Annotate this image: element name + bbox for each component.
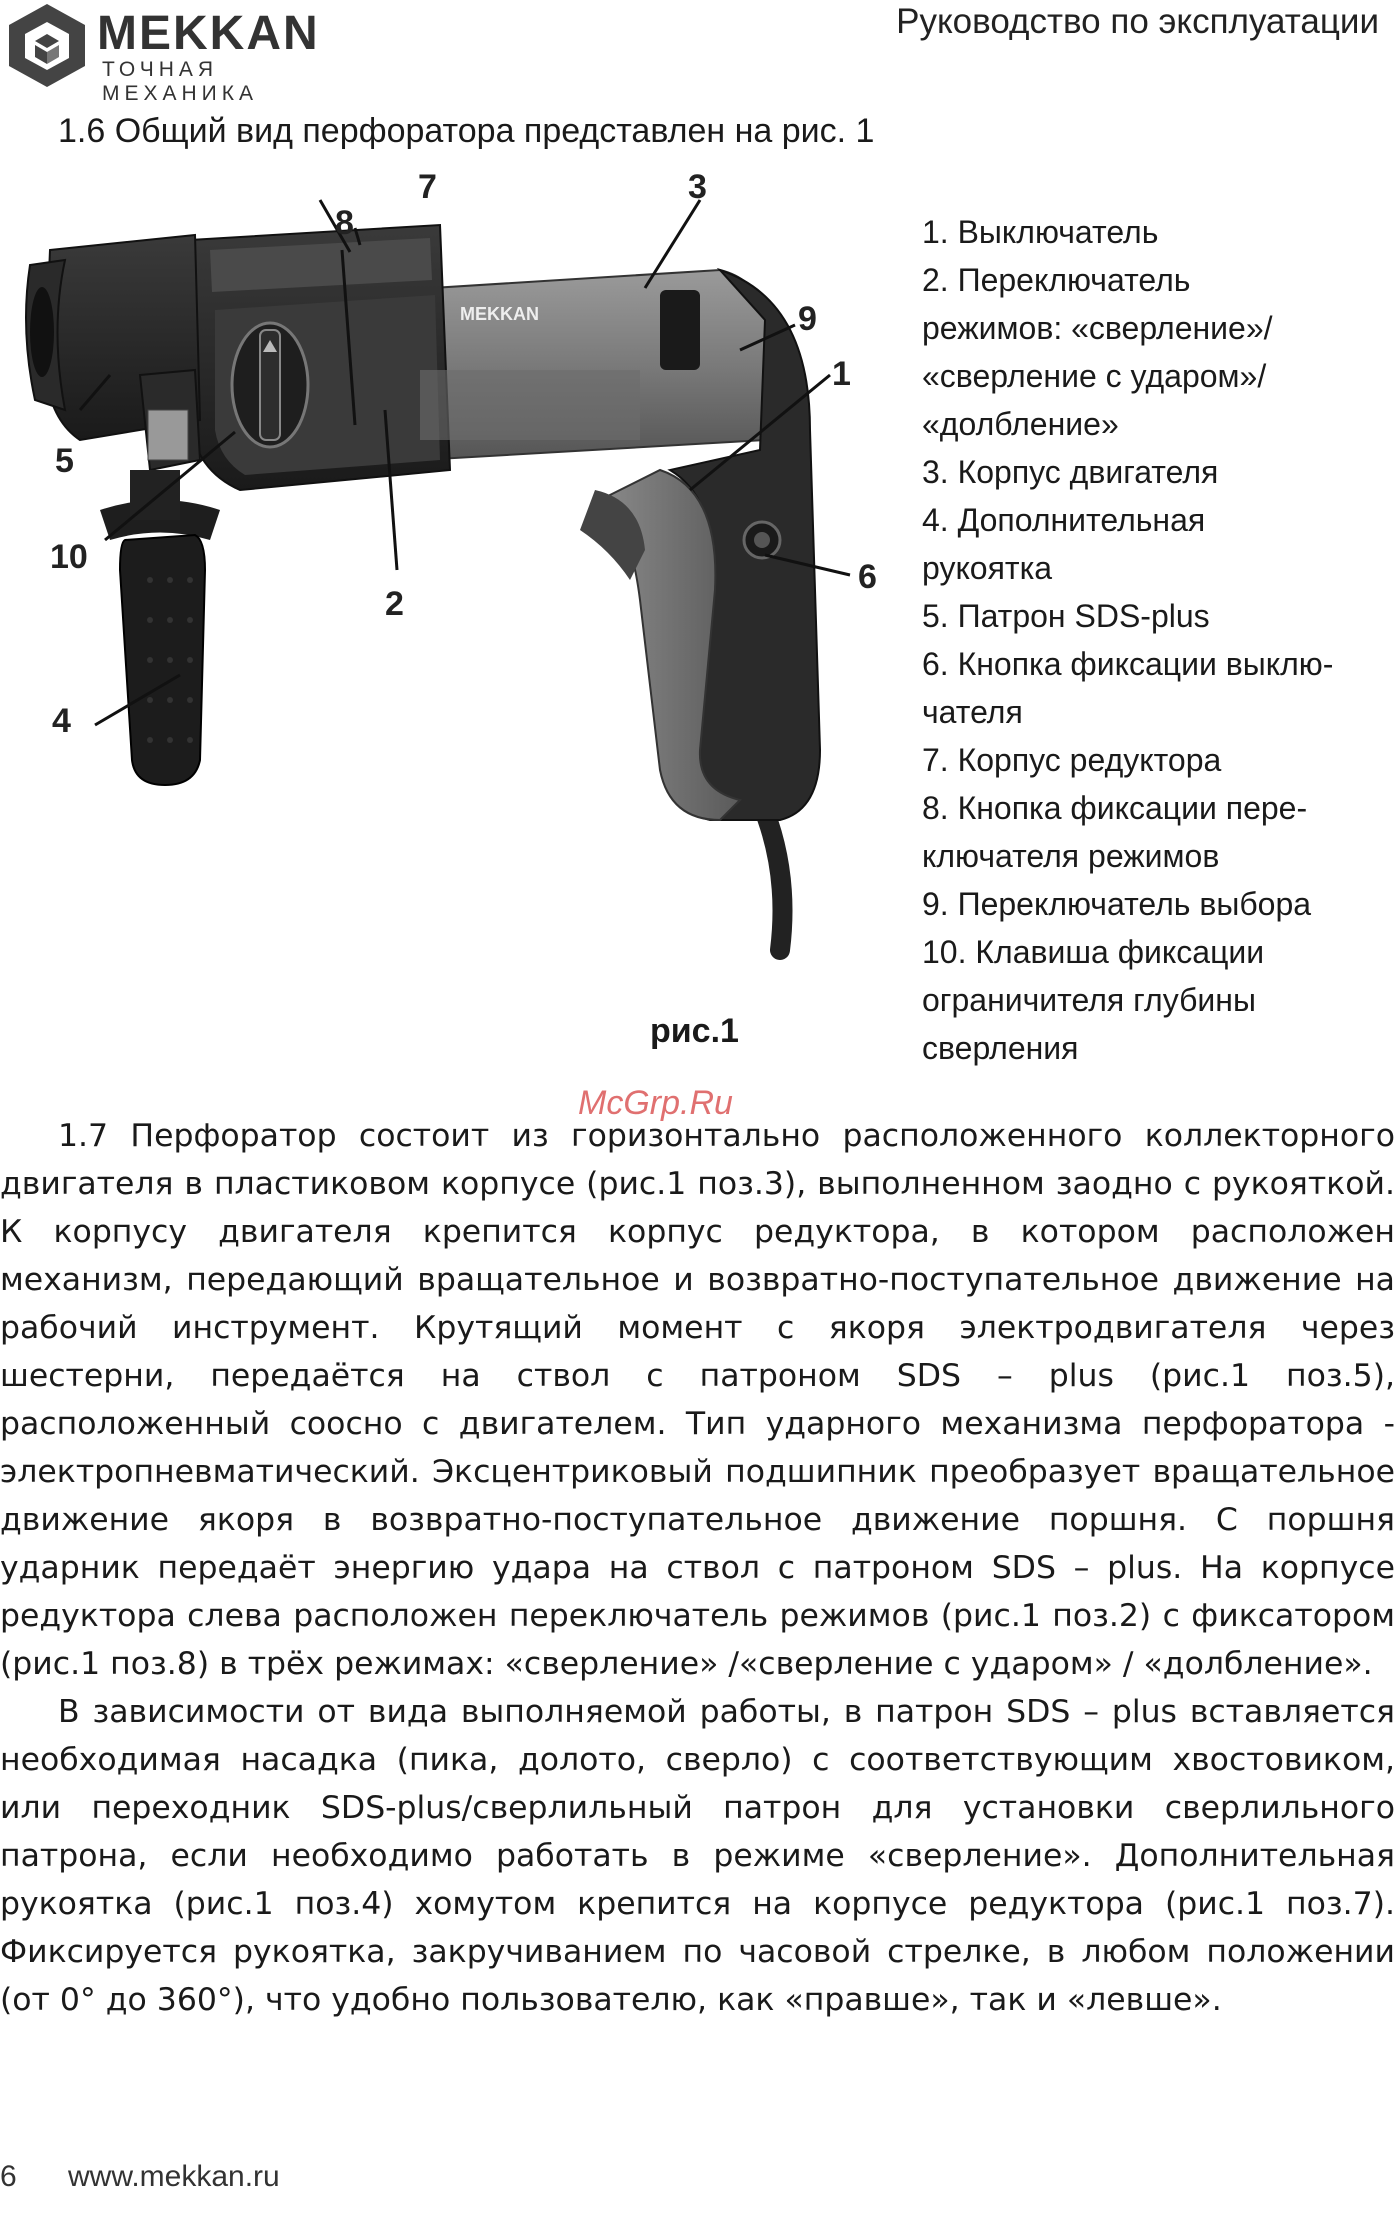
legend-line: 10. Клавиша фиксации xyxy=(922,934,1265,970)
legend-line: сверления xyxy=(922,1030,1079,1066)
website-link[interactable]: www.mekkan.ru xyxy=(68,2160,280,2193)
legend-line: 6. Кнопка фиксации выклю- xyxy=(922,646,1334,682)
rotary-hammer-figure xyxy=(20,170,900,1070)
legend-line: 9. Переключатель выбора xyxy=(922,886,1312,922)
legend-line: рукоятка xyxy=(922,550,1053,586)
figure-caption: рис.1 xyxy=(650,1012,739,1050)
callout-7: 7 xyxy=(418,170,437,206)
page-number: 6 xyxy=(0,2160,17,2193)
device-logo: MEKKAN xyxy=(460,304,539,324)
section-heading: 1.6 Общий вид перфоратора представлен на рис. 1 xyxy=(58,112,875,150)
callout-9: 9 xyxy=(798,300,817,338)
paragraph: 1.7 Перфоратор состоит из горизонтально расположенного коллекторного двигателя в пластиковом корпусе (рис.1 поз.3), выполненном заодно с рукояткой. К корпусу двигателя крепится корпус редуктора, в котором расположен механизм, передающий вращательное и возвратно-поступательное движение на рабочий инструмент. Крутящий момент с якоря электродвигателя через шестерни, передаётся на ствол с патроном SDS – plus (рис.1 поз.5), расположенный соосно с двигателем. Тип ударного механизма перфоратора - электропневматический. Эксцентриковый подшипник преобразует вращательное движение якоря в возвратно-поступательное движение поршня. С поршня ударник передаёт энергию удара на ствол с патроном SDS – plus. На корпусе редуктора слева расположен переключатель режимов (рис.1 поз.2) с фиксатором (рис.1 поз.8) в трёх режимах: «сверление» /«сверление с ударом» / «долбление». xyxy=(0,1118,1395,1682)
callout-6: 6 xyxy=(858,558,877,596)
legend-line: 2. Переключатель xyxy=(922,262,1191,298)
legend-line: «сверление с ударом»/ xyxy=(922,358,1267,394)
legend-line: 4. Дополнительная xyxy=(922,502,1206,538)
document-title: Руководство по эксплуатации xyxy=(896,2,1379,41)
brand-name: MEKKAN xyxy=(97,7,320,60)
callout-8: 8 xyxy=(335,204,354,242)
paragraph: В зависимости от вида выполняемой работы, в патрон SDS – plus вставляется необходимая насадка (пика, долото, сверло) с соответствующим хвостовиком, или переходник SDS-plus/сверлильный патрон для установки сверлильного патрона, если необходимо работать в режиме «сверление». Дополнительная рукоятка (рис.1 поз.4) хомутом крепится на корпусе редуктора (рис.1 поз.7). Фиксируется рукоятка, закручиванием по часовой стрелке, в любом положении (от 0° до 360°), что удобно пользователю, как «правше», так и «левше». xyxy=(0,1694,1395,2018)
callout-4: 4 xyxy=(52,702,71,740)
callout-10: 10 xyxy=(50,538,88,576)
watermark: McGrp.Ru xyxy=(578,1084,733,1122)
logo-hexagon-icon xyxy=(2,0,92,90)
legend-line: 5. Патрон SDS-plus xyxy=(922,598,1210,634)
callout-5: 5 xyxy=(55,442,74,480)
legend-line: ключателя режимов xyxy=(922,838,1220,874)
legend-line: 3. Корпус двигателя xyxy=(922,454,1219,490)
callout-3: 3 xyxy=(688,170,707,206)
legend-line: 1. Выключатель xyxy=(922,214,1159,250)
legend-line: режимов: «сверление»/ xyxy=(922,310,1273,346)
brand-tagline: ТОЧНАЯ МЕХАНИКА xyxy=(102,58,259,105)
legend-line: ограничителя глубины xyxy=(922,982,1256,1018)
legend-line: 8. Кнопка фиксации пере- xyxy=(922,790,1308,826)
callout-1: 1 xyxy=(832,355,851,393)
brand-logo xyxy=(0,0,360,105)
body-text xyxy=(0,1112,1395,2024)
figure-legend xyxy=(922,208,1372,1072)
legend-line: 7. Корпус редуктора xyxy=(922,742,1222,778)
callout-2: 2 xyxy=(385,585,404,623)
rotary-hammer-illustration xyxy=(20,170,900,1070)
legend-line: чателя xyxy=(922,694,1023,730)
legend-line: «долбление» xyxy=(922,406,1119,442)
